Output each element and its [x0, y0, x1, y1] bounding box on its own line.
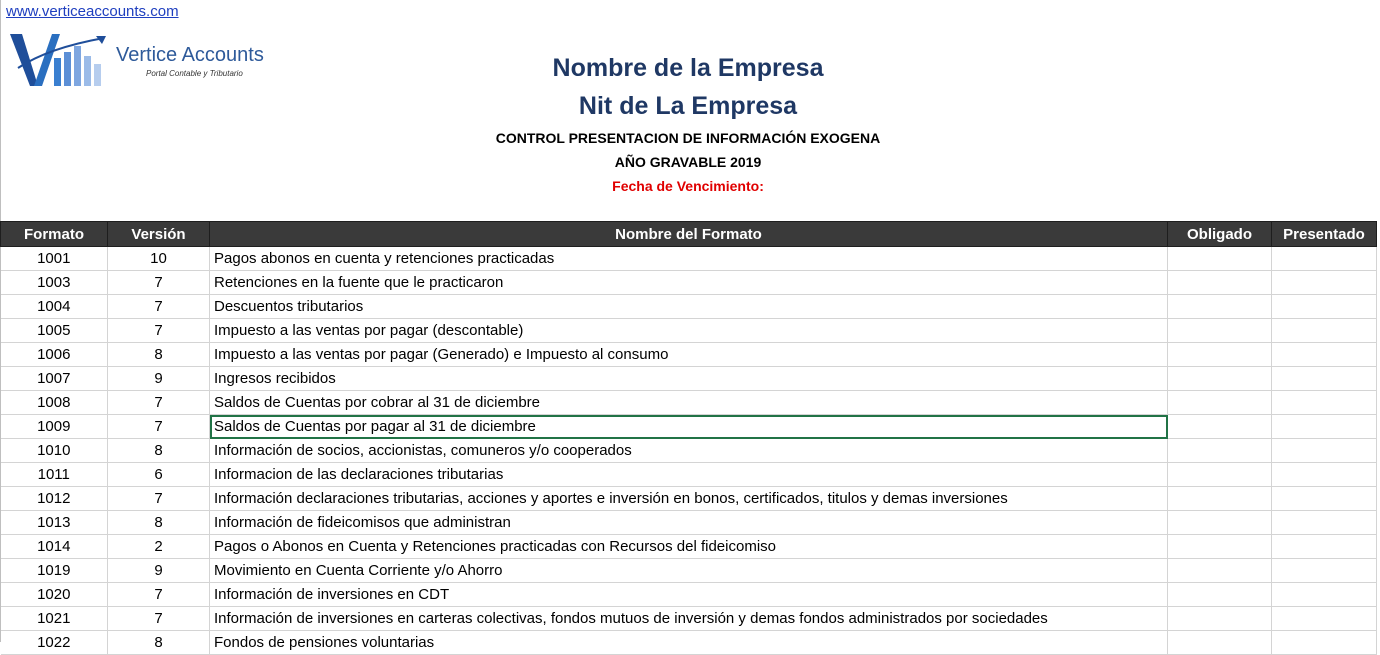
cell-nombre[interactable]: Movimiento en Cuenta Corriente y/o Ahorro	[210, 559, 1168, 583]
cell-obligado[interactable]	[1168, 271, 1272, 295]
cell-version[interactable]: 8	[108, 439, 210, 463]
cell-nombre[interactable]: Información de inversiones en CDT	[210, 583, 1168, 607]
cell-obligado[interactable]	[1168, 319, 1272, 343]
cell-formato[interactable]: 1020	[1, 583, 108, 607]
table-row	[1, 511, 1377, 535]
table-row	[1, 247, 1377, 271]
cell-version[interactable]: 7	[108, 415, 210, 439]
cell-version[interactable]: 9	[108, 367, 210, 391]
cell-formato[interactable]: 1012	[1, 487, 108, 511]
col-version-header[interactable]: Versión	[108, 222, 210, 247]
table-row	[1, 559, 1377, 583]
cell-presentado[interactable]	[1272, 487, 1377, 511]
cell-nombre[interactable]: Información de socios, accionistas, comuneros y/o cooperados	[210, 439, 1168, 463]
cell-version[interactable]: 2	[108, 535, 210, 559]
cell-version[interactable]: 7	[108, 583, 210, 607]
cell-formato[interactable]: 1004	[1, 295, 108, 319]
cell-nombre[interactable]: Pagos abonos en cuenta y retenciones practicadas	[210, 247, 1168, 271]
cell-presentado[interactable]	[1272, 463, 1377, 487]
table-row	[1, 415, 1377, 439]
cell-obligado[interactable]	[1168, 415, 1272, 439]
cell-nombre[interactable]: Fondos de pensiones voluntarias	[210, 631, 1168, 655]
cell-obligado[interactable]	[1168, 295, 1272, 319]
cell-formato[interactable]: 1001	[1, 247, 108, 271]
control-title: CONTROL PRESENTACION DE INFORMACIÓN EXOGENA	[495, 130, 881, 146]
company-name: Nombre de la Empresa	[552, 54, 824, 82]
cell-formato[interactable]: 1003	[1, 271, 108, 295]
table-row	[1, 343, 1377, 367]
cell-presentado[interactable]	[1272, 439, 1377, 463]
company-nit: Nit de La Empresa	[578, 92, 798, 120]
table-row	[1, 319, 1377, 343]
cell-nombre[interactable]: Descuentos tributarios	[210, 295, 1168, 319]
cell-nombre[interactable]: Información de inversiones en carteras colectivas, fondos mutuos de inversión y demas fondos administrados por sociedades	[210, 607, 1168, 631]
cell-presentado[interactable]	[1272, 535, 1377, 559]
table-row	[1, 367, 1377, 391]
cell-presentado[interactable]	[1272, 391, 1377, 415]
cell-presentado[interactable]	[1272, 247, 1377, 271]
cell-presentado[interactable]	[1272, 583, 1377, 607]
cell-presentado[interactable]	[1272, 271, 1377, 295]
due-date-label: Fecha de Vencimiento:	[612, 178, 764, 194]
cell-obligado[interactable]	[1168, 247, 1272, 271]
cell-formato[interactable]: 1006	[1, 343, 108, 367]
cell-version[interactable]: 7	[108, 607, 210, 631]
cell-obligado[interactable]	[1168, 439, 1272, 463]
cell-nombre[interactable]: Retenciones en la fuente que le practicaron	[210, 271, 1168, 295]
cell-presentado[interactable]	[1272, 295, 1377, 319]
cell-version[interactable]: 6	[108, 463, 210, 487]
cell-version[interactable]: 7	[108, 319, 210, 343]
cell-formato[interactable]: 1005	[1, 319, 108, 343]
logo-mark-icon	[8, 28, 116, 94]
formats-table	[0, 221, 1377, 655]
table-row	[1, 583, 1377, 607]
cell-obligado[interactable]	[1168, 343, 1272, 367]
cell-presentado[interactable]	[1272, 415, 1377, 439]
cell-nombre[interactable]: Ingresos recibidos	[210, 367, 1168, 391]
table-row	[1, 295, 1377, 319]
cell-obligado[interactable]	[1168, 535, 1272, 559]
cell-formato[interactable]: 1010	[1, 439, 108, 463]
table-row	[1, 487, 1377, 511]
cell-nombre[interactable]: Informacion de las declaraciones tributarias	[210, 463, 1168, 487]
cell-formato[interactable]: 1013	[1, 511, 108, 535]
table-row	[1, 631, 1377, 655]
cell-presentado[interactable]	[1272, 631, 1377, 655]
website-link[interactable]: www.verticeaccounts.com	[6, 3, 179, 20]
cell-obligado[interactable]	[1168, 463, 1272, 487]
cell-version[interactable]: 8	[108, 343, 210, 367]
table-row	[1, 271, 1377, 295]
cell-obligado[interactable]	[1168, 367, 1272, 391]
table-row	[1, 463, 1377, 487]
cell-formato[interactable]: 1021	[1, 607, 108, 631]
cell-formato[interactable]: 1007	[1, 367, 108, 391]
col-nombre-header[interactable]: Nombre del Formato	[210, 222, 1168, 247]
cell-formato[interactable]: 1008	[1, 391, 108, 415]
cell-presentado[interactable]	[1272, 607, 1377, 631]
cell-nombre[interactable]: Saldos de Cuentas por pagar al 31 de diciembre	[210, 415, 1168, 439]
table-row	[1, 535, 1377, 559]
cell-obligado[interactable]	[1168, 583, 1272, 607]
table-row	[1, 607, 1377, 631]
cell-presentado[interactable]	[1272, 367, 1377, 391]
cell-formato[interactable]: 1009	[1, 415, 108, 439]
cell-version[interactable]: 7	[108, 271, 210, 295]
cell-obligado[interactable]	[1168, 631, 1272, 655]
cell-nombre[interactable]: Información declaraciones tributarias, acciones y aportes e inversión en bonos, certificados, titulos y demas inversiones	[210, 487, 1168, 511]
table-row	[1, 439, 1377, 463]
cell-version[interactable]: 8	[108, 511, 210, 535]
cell-version[interactable]: 7	[108, 295, 210, 319]
cell-version[interactable]: 7	[108, 487, 210, 511]
cell-nombre[interactable]: Información de fideicomisos que administran	[210, 511, 1168, 535]
cell-formato[interactable]: 1014	[1, 535, 108, 559]
cell-formato[interactable]: 1019	[1, 559, 108, 583]
cell-version[interactable]: 9	[108, 559, 210, 583]
cell-formato[interactable]: 1022	[1, 631, 108, 655]
table-row	[1, 391, 1377, 415]
col-presentado-header[interactable]: Presentado	[1272, 222, 1377, 247]
logo-brand: Vertice Accounts	[116, 44, 264, 66]
cell-obligado[interactable]	[1168, 487, 1272, 511]
cell-version[interactable]: 8	[108, 631, 210, 655]
cell-obligado[interactable]	[1168, 391, 1272, 415]
cell-presentado[interactable]	[1272, 319, 1377, 343]
cell-version[interactable]: 10	[108, 247, 210, 271]
cell-nombre[interactable]: Pagos o Abonos en Cuenta y Retenciones practicadas con Recursos del fideicomiso	[210, 535, 1168, 559]
cell-presentado[interactable]	[1272, 343, 1377, 367]
cell-formato[interactable]: 1011	[1, 463, 108, 487]
cell-presentado[interactable]	[1272, 559, 1377, 583]
cell-presentado[interactable]	[1272, 511, 1377, 535]
tax-year: AÑO GRAVABLE 2019	[614, 154, 762, 170]
cell-nombre[interactable]: Impuesto a las ventas por pagar (Generado) e Impuesto al consumo	[210, 343, 1168, 367]
col-formato-header[interactable]: Formato	[1, 222, 108, 247]
table-header-row	[1, 222, 1377, 247]
cell-obligado[interactable]	[1168, 511, 1272, 535]
cell-obligado[interactable]	[1168, 559, 1272, 583]
cell-nombre[interactable]: Impuesto a las ventas por pagar (descontable)	[210, 319, 1168, 343]
cell-nombre[interactable]: Saldos de Cuentas por cobrar al 31 de diciembre	[210, 391, 1168, 415]
logo-tagline: Portal Contable y Tributario	[146, 69, 243, 78]
cell-obligado[interactable]	[1168, 607, 1272, 631]
col-obligado-header[interactable]: Obligado	[1168, 222, 1272, 247]
cell-version[interactable]: 7	[108, 391, 210, 415]
